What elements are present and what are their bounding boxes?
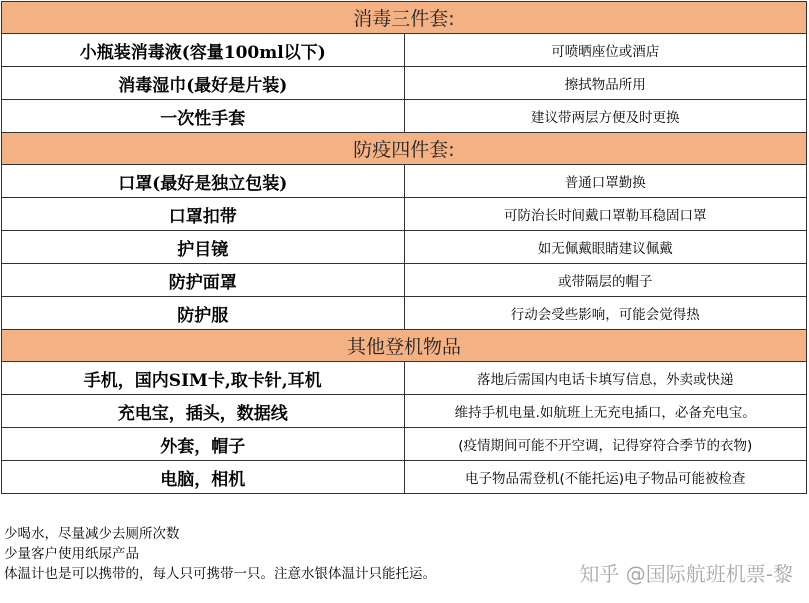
table-row: [2, 297, 807, 330]
footer-note: 体温计也是可以携带的，每人只可携带一只。注意水银体温计只能托运。: [4, 566, 436, 582]
item-note: 维持手机电量.如航班上无充电插口，必备充电宝。: [404, 395, 807, 428]
packing-checklist-table: [1, 1, 807, 494]
table-row: [2, 362, 807, 395]
table-row: [2, 231, 807, 264]
item-name: 护目镜: [2, 231, 405, 264]
item-note: 或带隔层的帽子: [404, 264, 807, 297]
section-title: 消毒三件套:: [2, 2, 807, 34]
item-note: 行动会受些影响，可能会觉得热: [404, 297, 807, 330]
table-row: [2, 165, 807, 198]
table-row: [2, 100, 807, 133]
table-row: [2, 461, 807, 494]
watermark: 知乎 @国际航班机票-黎: [579, 562, 793, 586]
item-name: 防护服: [2, 297, 405, 330]
item-note: 落地后需国内电话卡填写信息，外卖或快递: [404, 362, 807, 395]
table-row: [2, 264, 807, 297]
item-name: 口罩扣带: [2, 198, 405, 231]
footer-notes: [4, 524, 524, 584]
item-name: 手机，国内SIM卡,取卡针,耳机: [2, 362, 405, 395]
table-row: [2, 34, 807, 67]
table-row: [2, 428, 807, 461]
item-name: 防护面罩: [2, 264, 405, 297]
item-note: 电子物品需登机(不能托运)电子物品可能被检查: [404, 461, 807, 494]
table-row: [2, 67, 807, 100]
item-note: 如无佩戴眼睛建议佩戴: [404, 231, 807, 264]
item-note: 建议带两层方便及时更换: [404, 100, 807, 133]
item-name: 一次性手套: [2, 100, 405, 133]
footer-note: 少喝水，尽量减少去厕所次数: [4, 526, 180, 542]
item-name: 外套，帽子: [2, 428, 405, 461]
item-name: 小瓶装消毒液(容量100ml以下): [2, 34, 405, 67]
item-name: 消毒湿巾(最好是片装): [2, 67, 405, 100]
item-note: 普通口罩勤换: [404, 165, 807, 198]
item-note: (疫情期间可能不开空调，记得穿符合季节的衣物): [404, 428, 807, 461]
section-title: 其他登机物品: [2, 330, 807, 362]
item-name: 充电宝，插头，数据线: [2, 395, 405, 428]
item-note: 可喷晒座位或酒店: [404, 34, 807, 67]
item-note: 可防治长时间戴口罩勒耳稳固口罩: [404, 198, 807, 231]
section-header-epidemic-prevention: [2, 133, 807, 165]
item-note: 擦拭物品所用: [404, 67, 807, 100]
item-name: 电脑，相机: [2, 461, 405, 494]
footer-note: 少量客户使用纸尿产品: [4, 546, 139, 562]
table-row: [2, 198, 807, 231]
section-title: 防疫四件套:: [2, 133, 807, 165]
item-name: 口罩(最好是独立包装): [2, 165, 405, 198]
section-header-disinfection: [2, 2, 807, 34]
section-header-other-boarding-items: [2, 330, 807, 362]
table-row: [2, 395, 807, 428]
